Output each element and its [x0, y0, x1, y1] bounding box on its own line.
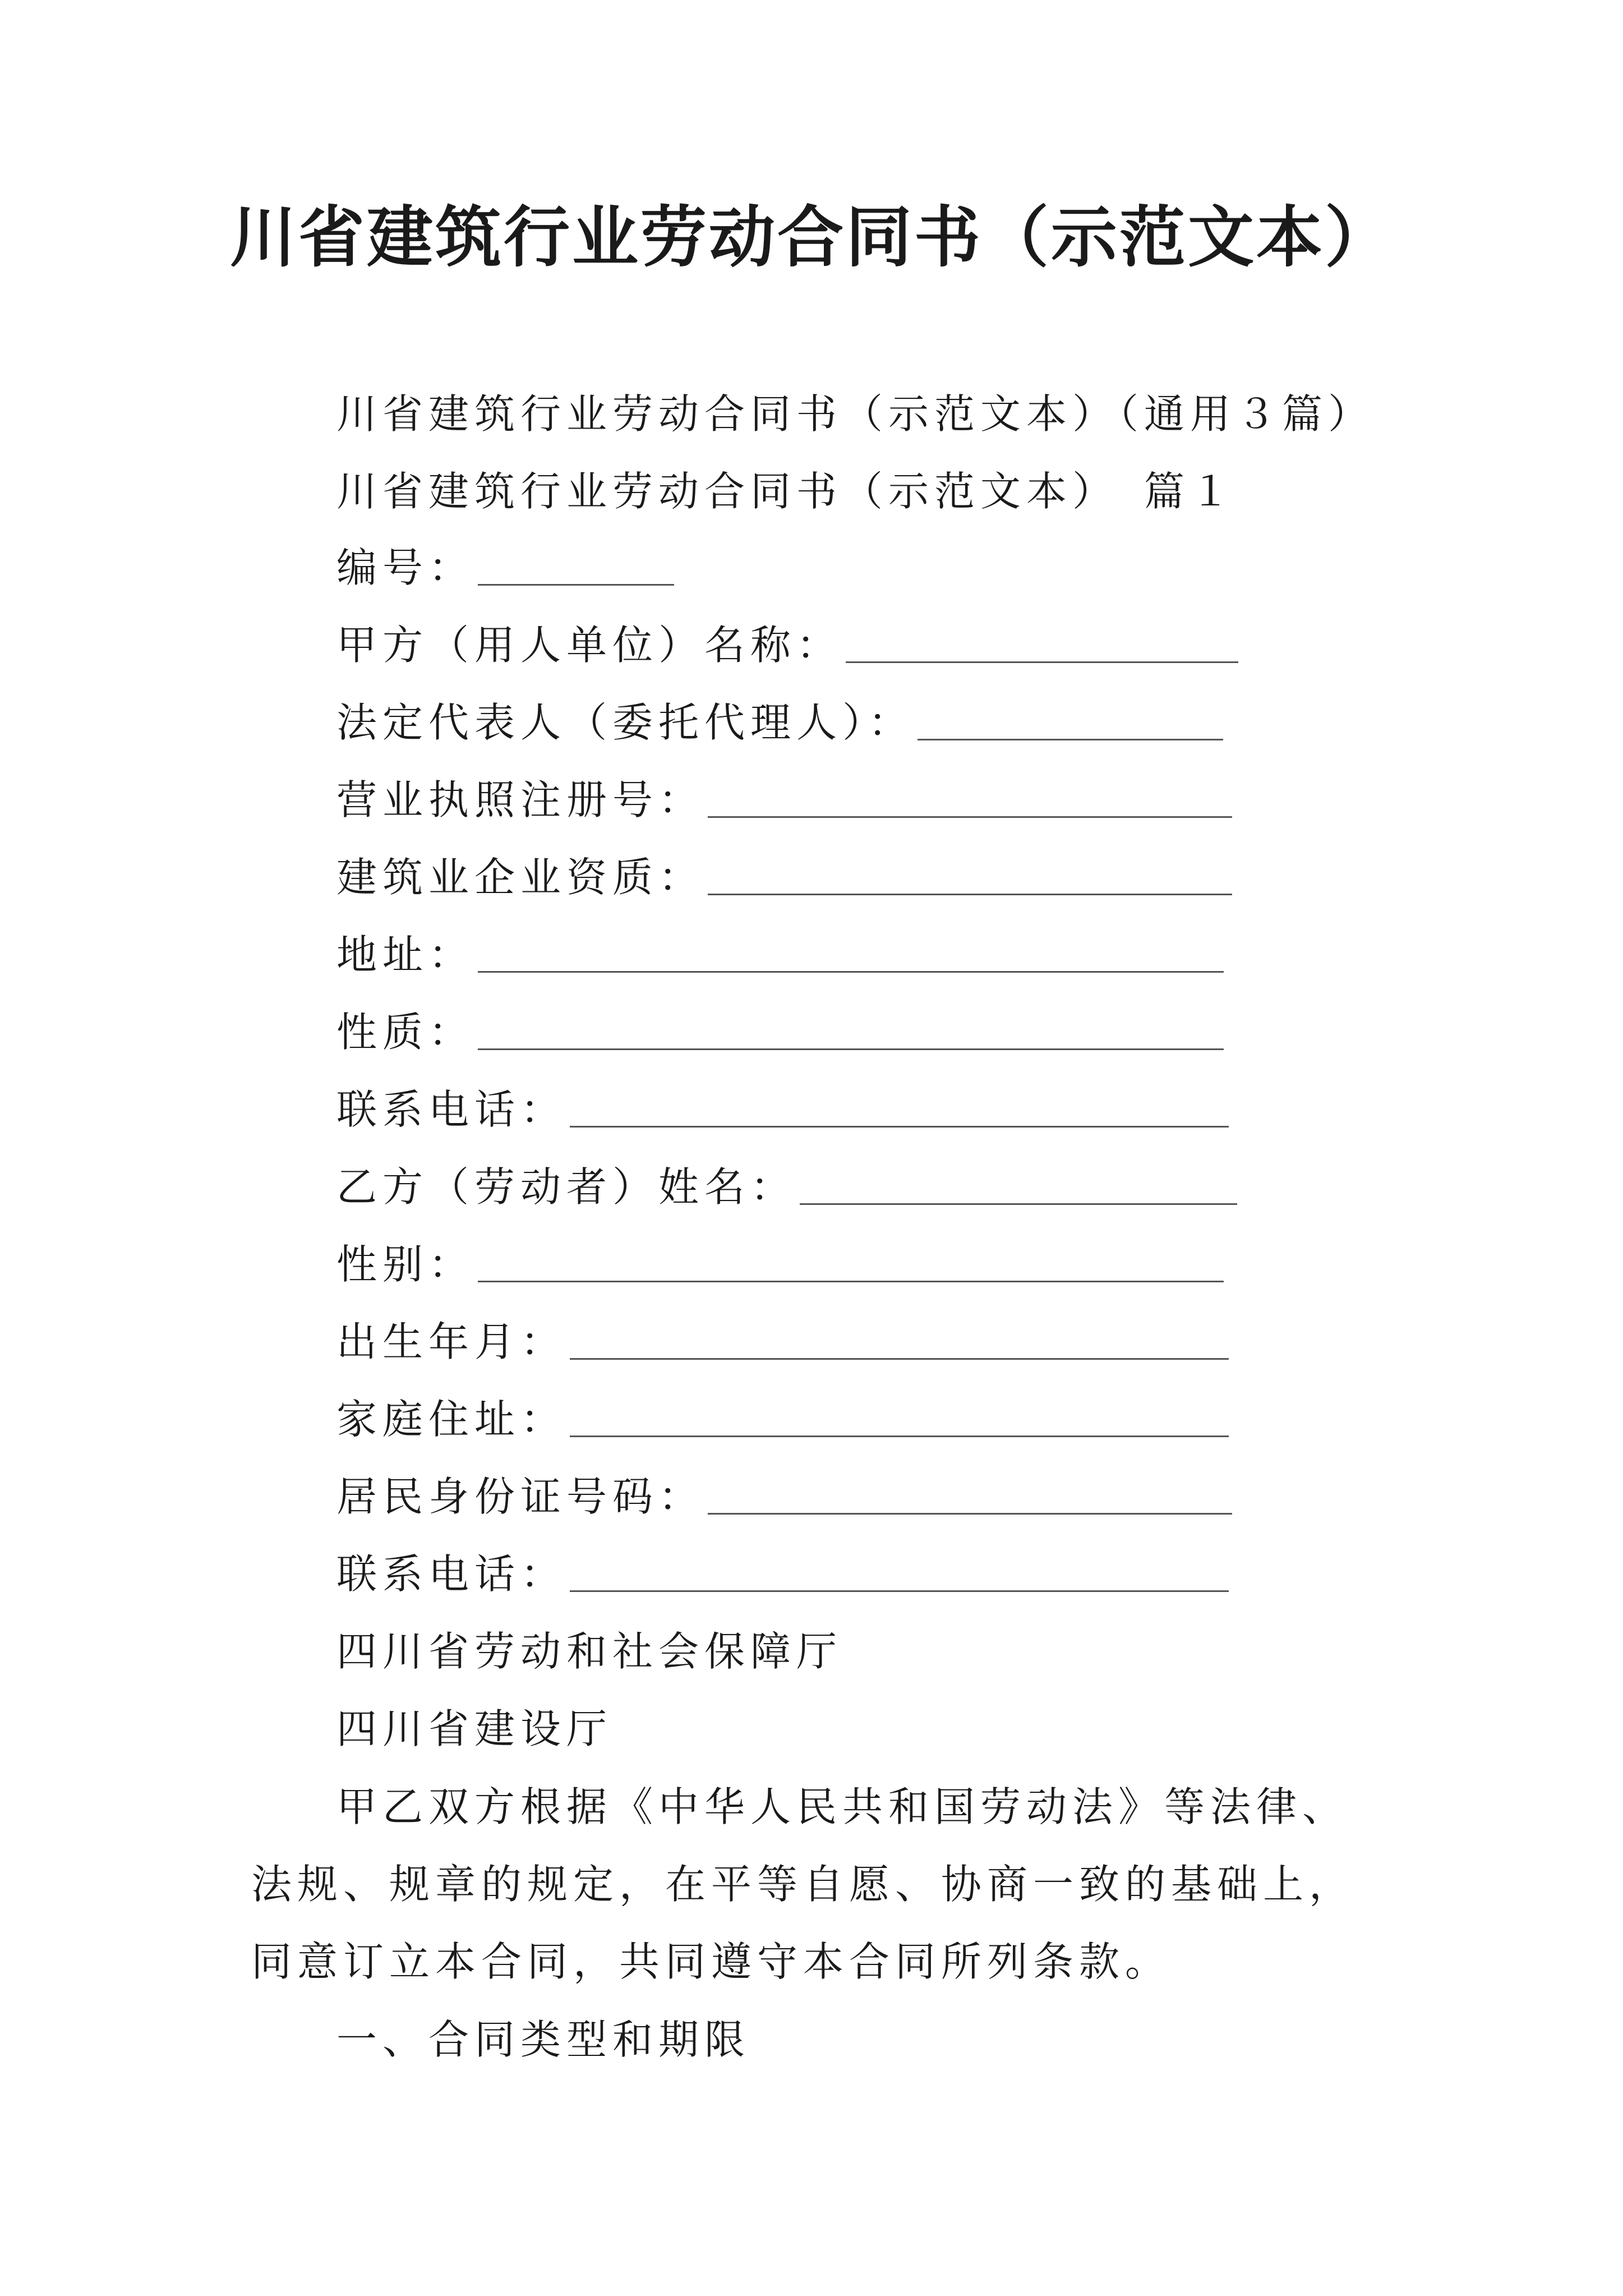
field-employer-name [336, 622, 1238, 669]
field-enterprise-qualification [336, 854, 1232, 901]
field-label: 居民身份证号码： [336, 1473, 705, 1520]
field-label: 地址： [336, 931, 475, 978]
blank-line [570, 1125, 1229, 1128]
field-id-number [336, 1473, 1232, 1520]
field-gender [336, 1241, 1224, 1288]
intro-paragraph [251, 1768, 1390, 2000]
blank-line [478, 1048, 1224, 1050]
issuer-construction-department: 四川省建设厅 [336, 1705, 613, 1752]
field-label: 法定代表人（委托代理人）： [336, 699, 915, 746]
field-birth-date [336, 1318, 1229, 1365]
blank-line [570, 1590, 1229, 1592]
issuer-labor-department: 四川省劳动和社会保障厅 [336, 1628, 843, 1675]
part-heading: 川省建筑行业劳动合同书（示范文本） 篇１ [336, 468, 1237, 515]
document-title: 川省建筑行业劳动合同书（示范文本） [229, 198, 1393, 276]
document-subtitle: 川省建筑行业劳动合同书（示范文本）（通用３篇） [336, 390, 1375, 438]
field-label: 性质： [336, 1009, 475, 1056]
field-home-address [336, 1396, 1229, 1443]
field-label: 联系电话： [336, 1550, 567, 1598]
field-employer-phone [336, 1086, 1229, 1133]
blank-line [800, 1203, 1237, 1205]
blank-line [846, 661, 1238, 663]
field-label: 建筑业企业资质： [336, 854, 705, 901]
blank-line [478, 1280, 1224, 1282]
field-address [336, 931, 1224, 978]
blank-line [708, 1512, 1232, 1515]
field-label: 甲方（用人单位）名称： [336, 622, 843, 669]
blank-line [478, 970, 1224, 973]
blank-line [708, 816, 1232, 818]
blank-line [917, 738, 1223, 740]
intro-paragraph-text: 甲乙双方根据《中华人民共和国劳动法》等法律、法规、规章的规定，在平等自愿、协商一致的基础上，同意订立本合同，共同遵守本合同所列条款。 [251, 1783, 1355, 1985]
blank-line [570, 1435, 1229, 1437]
field-label: 家庭住址： [336, 1396, 567, 1443]
field-nature [336, 1009, 1224, 1056]
blank-line [570, 1358, 1229, 1360]
field-label: 乙方（劳动者）姓名： [336, 1163, 797, 1211]
field-label: 编号： [336, 544, 475, 591]
blank-line [708, 893, 1232, 895]
field-legal-representative [336, 699, 1223, 746]
section-1-heading: 一、合同类型和期限 [336, 2016, 751, 2063]
field-label: 出生年月： [336, 1318, 567, 1365]
field-employee-name [336, 1163, 1237, 1211]
blank-line [478, 583, 674, 586]
field-label: 性别： [336, 1241, 475, 1288]
field-label: 联系电话： [336, 1086, 567, 1133]
field-employee-phone [336, 1550, 1229, 1598]
field-number [336, 544, 674, 591]
field-business-license [336, 776, 1232, 823]
field-label: 营业执照注册号： [336, 776, 705, 823]
